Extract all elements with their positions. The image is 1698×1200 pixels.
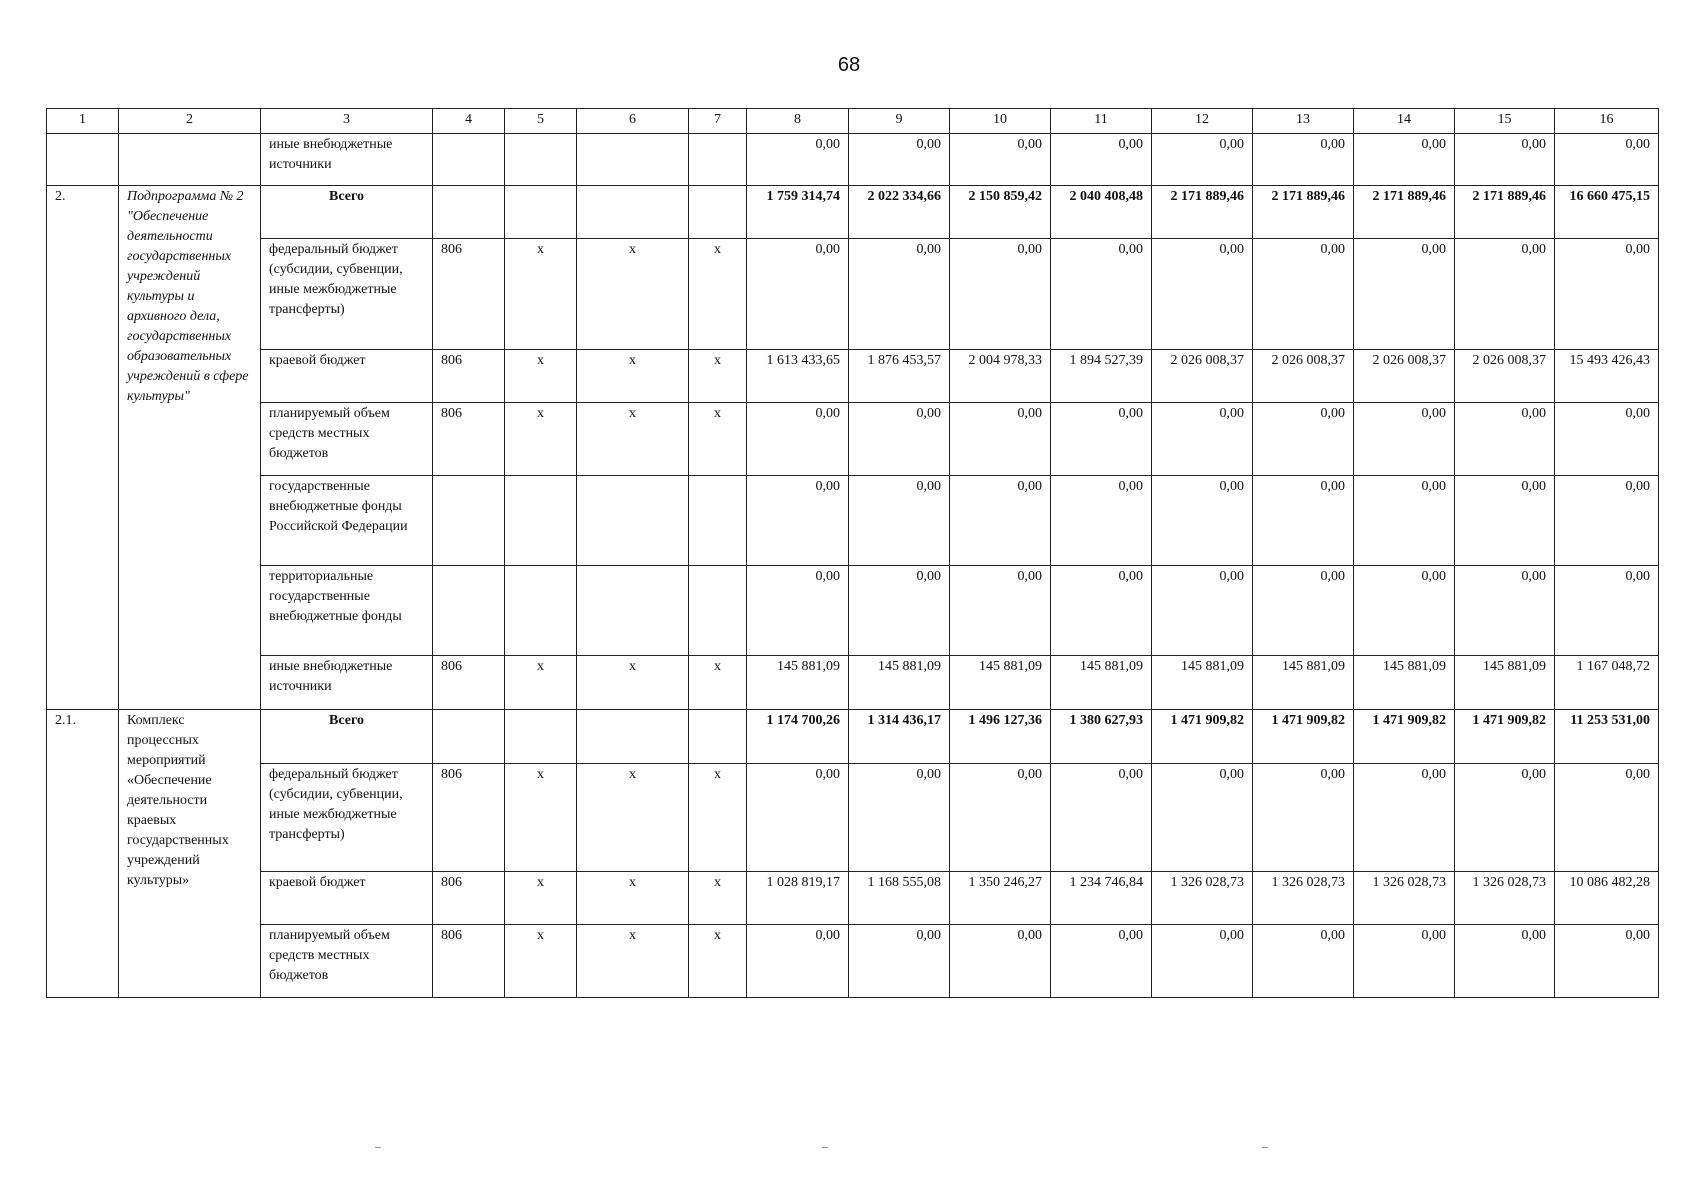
value-cell: 145 881,09 xyxy=(950,656,1051,710)
value-cell: 0,00 xyxy=(950,239,1051,350)
value-cell: 10 086 482,28 xyxy=(1555,872,1659,925)
table-row xyxy=(47,566,1659,656)
value-cell: 0,00 xyxy=(849,476,950,566)
code-cell: х xyxy=(505,403,577,476)
value-cell: 0,00 xyxy=(1051,403,1152,476)
value-cell: 145 881,09 xyxy=(747,656,849,710)
value-cell: 0,00 xyxy=(1455,764,1555,872)
code-cell xyxy=(505,710,577,764)
value-cell: 2 040 408,48 xyxy=(1051,186,1152,239)
column-header: 4 xyxy=(433,109,505,134)
value-cell: 0,00 xyxy=(950,134,1051,186)
value-cell: 2 150 859,42 xyxy=(950,186,1051,239)
value-cell: 1 876 453,57 xyxy=(849,350,950,403)
value-cell: 0,00 xyxy=(950,566,1051,656)
code-cell xyxy=(577,186,689,239)
value-cell: 0,00 xyxy=(1152,403,1253,476)
value-cell: 0,00 xyxy=(1152,566,1253,656)
funding-source: Всего xyxy=(261,710,433,764)
value-cell: 145 881,09 xyxy=(1455,656,1555,710)
code-cell: х xyxy=(577,764,689,872)
item-name-cell xyxy=(119,134,261,186)
code-cell: х xyxy=(505,872,577,925)
value-cell: 0,00 xyxy=(1354,403,1455,476)
grbs-code: 806 xyxy=(433,872,505,925)
value-cell: 0,00 xyxy=(1354,764,1455,872)
value-cell: 0,00 xyxy=(849,134,950,186)
grbs-code xyxy=(433,566,505,656)
grbs-code: 806 xyxy=(433,350,505,403)
table-body xyxy=(47,109,1659,998)
code-cell xyxy=(577,476,689,566)
value-cell: 2 026 008,37 xyxy=(1152,350,1253,403)
value-cell: 1 894 527,39 xyxy=(1051,350,1152,403)
footer-mark xyxy=(1262,1147,1268,1148)
value-cell: 2 026 008,37 xyxy=(1354,350,1455,403)
value-cell: 1 174 700,26 xyxy=(747,710,849,764)
value-cell: 0,00 xyxy=(747,239,849,350)
value-cell: 0,00 xyxy=(1152,134,1253,186)
row-number: 2.1. xyxy=(47,710,119,998)
value-cell: 0,00 xyxy=(1253,476,1354,566)
value-cell: 0,00 xyxy=(1555,476,1659,566)
code-cell: х xyxy=(577,872,689,925)
table-row xyxy=(47,764,1659,872)
value-cell: 0,00 xyxy=(1253,925,1354,998)
value-cell: 0,00 xyxy=(950,925,1051,998)
value-cell: 1 234 746,84 xyxy=(1051,872,1152,925)
value-cell: 0,00 xyxy=(747,925,849,998)
table-row xyxy=(47,403,1659,476)
value-cell: 0,00 xyxy=(849,566,950,656)
grbs-code: 806 xyxy=(433,239,505,350)
value-cell: 1 759 314,74 xyxy=(747,186,849,239)
value-cell: 1 326 028,73 xyxy=(1354,872,1455,925)
code-cell: х xyxy=(689,350,747,403)
code-cell: х xyxy=(577,656,689,710)
value-cell: 0,00 xyxy=(1253,566,1354,656)
value-cell: 0,00 xyxy=(1354,134,1455,186)
code-cell: х xyxy=(577,925,689,998)
row-number: 2. xyxy=(47,186,119,710)
column-header: 10 xyxy=(950,109,1051,134)
value-cell: 0,00 xyxy=(1555,403,1659,476)
page-number: 68 xyxy=(837,54,861,76)
code-cell xyxy=(689,186,747,239)
value-cell: 0,00 xyxy=(1555,134,1659,186)
code-cell xyxy=(505,134,577,186)
column-header: 13 xyxy=(1253,109,1354,134)
funding-source: планируемый объем средств местных бюджетов xyxy=(261,403,433,476)
value-cell: 0,00 xyxy=(1051,925,1152,998)
value-cell: 2 022 334,66 xyxy=(849,186,950,239)
value-cell: 0,00 xyxy=(1555,764,1659,872)
code-cell: х xyxy=(689,403,747,476)
value-cell: 0,00 xyxy=(1152,925,1253,998)
value-cell: 1 167 048,72 xyxy=(1555,656,1659,710)
value-cell: 0,00 xyxy=(1253,134,1354,186)
code-cell: х xyxy=(577,239,689,350)
grbs-code: 806 xyxy=(433,403,505,476)
funding-source: краевой бюджет xyxy=(261,872,433,925)
value-cell: 0,00 xyxy=(950,476,1051,566)
value-cell: 2 004 978,33 xyxy=(950,350,1051,403)
row-number-cell xyxy=(47,134,119,186)
value-cell: 0,00 xyxy=(1051,764,1152,872)
code-cell xyxy=(689,134,747,186)
code-cell xyxy=(577,566,689,656)
column-header: 11 xyxy=(1051,109,1152,134)
value-cell: 0,00 xyxy=(1051,476,1152,566)
value-cell: 0,00 xyxy=(1555,925,1659,998)
value-cell: 0,00 xyxy=(747,764,849,872)
table-row xyxy=(47,656,1659,710)
code-cell: х xyxy=(577,350,689,403)
value-cell: 11 253 531,00 xyxy=(1555,710,1659,764)
funding-source: государственные внебюджетные фонды Российской Федерации xyxy=(261,476,433,566)
value-cell: 1 168 555,08 xyxy=(849,872,950,925)
value-cell: 0,00 xyxy=(747,476,849,566)
footer-mark xyxy=(375,1147,381,1148)
table-row xyxy=(47,239,1659,350)
value-cell: 1 028 819,17 xyxy=(747,872,849,925)
value-cell: 0,00 xyxy=(950,403,1051,476)
value-cell: 0,00 xyxy=(1555,566,1659,656)
value-cell: 0,00 xyxy=(1354,925,1455,998)
value-cell: 2 171 889,46 xyxy=(1152,186,1253,239)
code-cell: х xyxy=(689,872,747,925)
value-cell: 0,00 xyxy=(1253,764,1354,872)
code-cell xyxy=(689,476,747,566)
header-row xyxy=(47,109,1659,134)
column-header: 5 xyxy=(505,109,577,134)
value-cell: 0,00 xyxy=(1152,764,1253,872)
value-cell: 0,00 xyxy=(849,239,950,350)
value-cell: 16 660 475,15 xyxy=(1555,186,1659,239)
funding-source: федеральный бюджет (субсидии, субвенции, иные межбюджетные трансферты) xyxy=(261,764,433,872)
value-cell: 0,00 xyxy=(849,403,950,476)
code-cell xyxy=(689,566,747,656)
code-cell xyxy=(433,134,505,186)
table-row xyxy=(47,925,1659,998)
value-cell: 145 881,09 xyxy=(1253,656,1354,710)
program-title: Подпрограмма № 2 "Обеспечение деятельности государственных учреждений культуры и архивного дела, государственных образовательных учреждений в сфере культуры" xyxy=(119,186,261,710)
value-cell: 0,00 xyxy=(849,764,950,872)
value-cell: 145 881,09 xyxy=(1354,656,1455,710)
value-cell: 0,00 xyxy=(1455,925,1555,998)
column-header: 9 xyxy=(849,109,950,134)
value-cell: 0,00 xyxy=(747,134,849,186)
column-header: 12 xyxy=(1152,109,1253,134)
value-cell: 1 471 909,82 xyxy=(1455,710,1555,764)
code-cell xyxy=(689,710,747,764)
value-cell: 1 350 246,27 xyxy=(950,872,1051,925)
column-header: 14 xyxy=(1354,109,1455,134)
value-cell: 2 171 889,46 xyxy=(1354,186,1455,239)
table-row xyxy=(47,710,1659,764)
code-cell xyxy=(577,710,689,764)
grbs-code xyxy=(433,476,505,566)
value-cell: 0,00 xyxy=(1152,239,1253,350)
value-cell: 1 496 127,36 xyxy=(950,710,1051,764)
table-row xyxy=(47,134,1659,186)
code-cell: х xyxy=(505,350,577,403)
code-cell xyxy=(505,476,577,566)
value-cell: 0,00 xyxy=(950,764,1051,872)
funding-source: иные внебюджетные источники xyxy=(261,134,433,186)
value-cell: 1 471 909,82 xyxy=(1354,710,1455,764)
column-header: 7 xyxy=(689,109,747,134)
value-cell: 1 471 909,82 xyxy=(1253,710,1354,764)
code-cell: х xyxy=(505,925,577,998)
column-header: 8 xyxy=(747,109,849,134)
value-cell: 1 326 028,73 xyxy=(1455,872,1555,925)
value-cell: 1 314 436,17 xyxy=(849,710,950,764)
value-cell: 145 881,09 xyxy=(1152,656,1253,710)
value-cell: 1 471 909,82 xyxy=(1152,710,1253,764)
code-cell xyxy=(505,566,577,656)
funding-source: иные внебюджетные источники xyxy=(261,656,433,710)
value-cell: 145 881,09 xyxy=(1051,656,1152,710)
code-cell: х xyxy=(577,403,689,476)
code-cell: х xyxy=(505,239,577,350)
code-cell: х xyxy=(505,764,577,872)
value-cell: 0,00 xyxy=(1455,566,1555,656)
code-cell xyxy=(505,186,577,239)
value-cell: 0,00 xyxy=(747,403,849,476)
table-row xyxy=(47,350,1659,403)
value-cell: 1 326 028,73 xyxy=(1253,872,1354,925)
code-cell: х xyxy=(505,656,577,710)
value-cell: 0,00 xyxy=(1253,239,1354,350)
column-header: 15 xyxy=(1455,109,1555,134)
value-cell: 1 326 028,73 xyxy=(1152,872,1253,925)
value-cell: 2 026 008,37 xyxy=(1253,350,1354,403)
column-header: 3 xyxy=(261,109,433,134)
value-cell: 2 171 889,46 xyxy=(1455,186,1555,239)
budget-table xyxy=(46,108,1659,998)
funding-source: территориальные государственные внебюджетные фонды xyxy=(261,566,433,656)
grbs-code: 806 xyxy=(433,764,505,872)
grbs-code: 806 xyxy=(433,925,505,998)
funding-source: краевой бюджет xyxy=(261,350,433,403)
program-title: Комплекс процессных мероприятий «Обеспечение деятельности краевых государственных учреждений культуры» xyxy=(119,710,261,998)
code-cell: х xyxy=(689,764,747,872)
column-header: 2 xyxy=(119,109,261,134)
value-cell: 145 881,09 xyxy=(849,656,950,710)
value-cell: 1 380 627,93 xyxy=(1051,710,1152,764)
value-cell: 0,00 xyxy=(1354,476,1455,566)
value-cell: 0,00 xyxy=(1354,566,1455,656)
value-cell: 0,00 xyxy=(1455,476,1555,566)
code-cell: х xyxy=(689,925,747,998)
value-cell: 0,00 xyxy=(849,925,950,998)
value-cell: 0,00 xyxy=(747,566,849,656)
value-cell: 0,00 xyxy=(1455,134,1555,186)
value-cell: 1 613 433,65 xyxy=(747,350,849,403)
value-cell: 15 493 426,43 xyxy=(1555,350,1659,403)
column-header: 16 xyxy=(1555,109,1659,134)
grbs-code xyxy=(433,710,505,764)
value-cell: 0,00 xyxy=(1555,239,1659,350)
value-cell: 2 171 889,46 xyxy=(1253,186,1354,239)
funding-source: планируемый объем средств местных бюджетов xyxy=(261,925,433,998)
grbs-code: 806 xyxy=(433,656,505,710)
table-row xyxy=(47,872,1659,925)
value-cell: 0,00 xyxy=(1455,403,1555,476)
value-cell: 0,00 xyxy=(1354,239,1455,350)
footer-mark xyxy=(822,1147,828,1148)
value-cell: 0,00 xyxy=(1051,134,1152,186)
grbs-code xyxy=(433,186,505,239)
value-cell: 0,00 xyxy=(1152,476,1253,566)
code-cell: х xyxy=(689,656,747,710)
value-cell: 0,00 xyxy=(1253,403,1354,476)
code-cell: х xyxy=(689,239,747,350)
column-header: 6 xyxy=(577,109,689,134)
code-cell xyxy=(577,134,689,186)
funding-source: федеральный бюджет (субсидии, субвенции, иные межбюджетные трансферты) xyxy=(261,239,433,350)
column-header: 1 xyxy=(47,109,119,134)
value-cell: 0,00 xyxy=(1051,239,1152,350)
table-row xyxy=(47,476,1659,566)
table-row xyxy=(47,186,1659,239)
value-cell: 0,00 xyxy=(1051,566,1152,656)
value-cell: 2 026 008,37 xyxy=(1455,350,1555,403)
value-cell: 0,00 xyxy=(1455,239,1555,350)
funding-source: Всего xyxy=(261,186,433,239)
